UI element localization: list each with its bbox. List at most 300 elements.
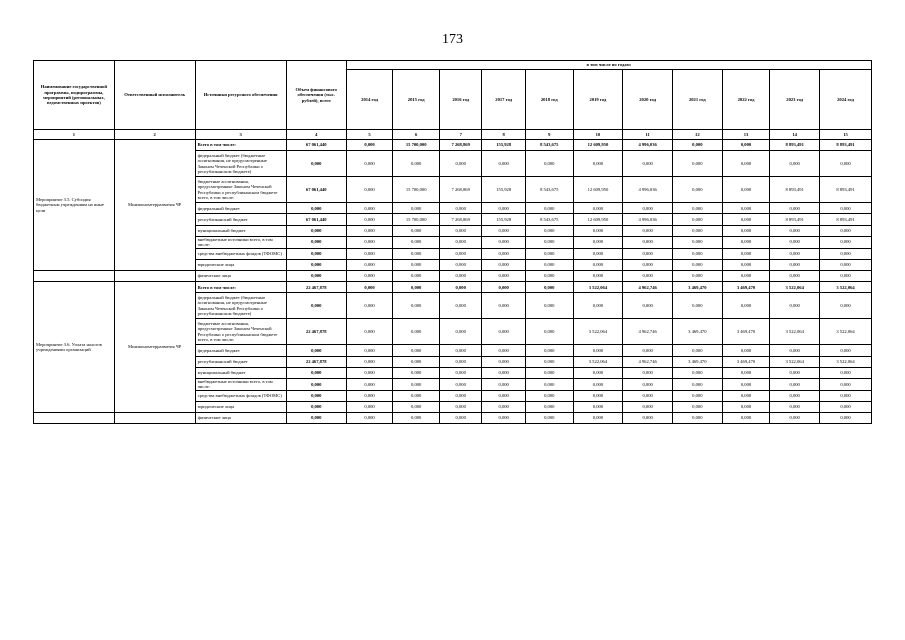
total-value: 0,000	[286, 270, 346, 281]
year-value-2021: 0,000	[672, 345, 722, 356]
year-value-2019: 12 609,950	[573, 177, 623, 203]
year-value-2023: 8 893,491	[770, 177, 820, 203]
year-value-2021: 0,000	[672, 248, 722, 259]
year-header-2021: 2021 год	[672, 70, 722, 130]
year-value-2021: 3 469,470	[672, 282, 722, 293]
total-value: 0,000	[286, 259, 346, 270]
source-label: федеральный бюджет	[195, 203, 286, 214]
year-value-2015: 0,000	[393, 401, 440, 412]
year-value-2018: 0,000	[525, 293, 573, 319]
year-value-2021: 3 469,470	[672, 319, 722, 345]
year-value-2019: 0,000	[573, 293, 623, 319]
column-number-15: 15	[820, 130, 872, 140]
year-value-2024: 8 893,491	[820, 214, 872, 225]
column-number-5: 5	[346, 130, 393, 140]
year-value-2023: 3 522,064	[770, 319, 820, 345]
year-value-2020: 0,000	[623, 151, 673, 177]
year-value-2014: 0,000	[346, 356, 393, 367]
year-value-2022: 3 469,470	[722, 319, 770, 345]
event-name-1: Мероприятие 3.5. Субсидия бюджетным учреждениям на иные цели	[34, 140, 115, 271]
year-value-2018: 0,000	[525, 225, 573, 236]
year-value-2023: 0,000	[770, 270, 820, 281]
year-value-2015: 0,000	[393, 248, 440, 259]
page-number: 173	[442, 32, 463, 47]
executor-1: Минэкономтерразвития ЧР	[114, 140, 195, 271]
year-value-2024: 3 522,064	[820, 319, 872, 345]
year-value-2023: 0,000	[770, 248, 820, 259]
column-numbers-row	[34, 130, 872, 140]
year-value-2022: 0,000	[722, 390, 770, 401]
total-value: 22 467,878	[286, 356, 346, 367]
year-value-2017: 0,000	[482, 248, 526, 259]
total-value: 0,000	[286, 248, 346, 259]
table-row	[34, 413, 872, 424]
year-value-2019: 0,000	[573, 259, 623, 270]
year-value-2016: 0,000	[439, 203, 481, 214]
year-value-2014: 0,000	[346, 177, 393, 203]
year-value-2021: 0,000	[672, 214, 722, 225]
year-value-2020: 0,000	[623, 259, 673, 270]
year-value-2020: 4 962,746	[623, 356, 673, 367]
source-label: республиканский бюджет	[195, 214, 286, 225]
year-value-2023: 0,000	[770, 225, 820, 236]
year-value-2019: 3 522,064	[573, 319, 623, 345]
year-value-2017: 0,000	[482, 413, 526, 424]
year-value-2014: 0,000	[346, 225, 393, 236]
column-number-11: 11	[623, 130, 673, 140]
year-value-2024: 0,000	[820, 203, 872, 214]
year-value-2024: 8 893,491	[820, 140, 872, 151]
year-value-2019: 0,000	[573, 225, 623, 236]
year-value-2021: 0,000	[672, 151, 722, 177]
year-value-2023: 8 893,491	[770, 214, 820, 225]
year-value-2022: 0,000	[722, 270, 770, 281]
year-value-2020: 4 996,036	[623, 140, 673, 151]
year-value-2019: 12 609,950	[573, 140, 623, 151]
year-value-2021: 3 469,470	[672, 356, 722, 367]
year-value-2019: 3 522,064	[573, 282, 623, 293]
source-label: Всего в том числе:	[195, 282, 286, 293]
source-label: муниципальный бюджет	[195, 367, 286, 378]
year-value-2016: 0,000	[439, 225, 481, 236]
header-volume: Объем финансового обеспечения (тыс. рублей), всего	[286, 61, 346, 130]
year-value-2017: 0,000	[482, 259, 526, 270]
source-label: средства внебюджетных фондов (ТФОМС)	[195, 390, 286, 401]
source-label: средства внебюджетных фондов (ТФОМС)	[195, 248, 286, 259]
column-number-4: 4	[286, 130, 346, 140]
column-number-13: 13	[722, 130, 770, 140]
year-value-2024: 0,000	[820, 248, 872, 259]
year-value-2020: 0,000	[623, 413, 673, 424]
table-body	[34, 140, 872, 424]
year-value-2016: 0,000	[439, 319, 481, 345]
year-value-2018: 0,000	[525, 282, 573, 293]
year-value-2016: 0,000	[439, 390, 481, 401]
year-value-2015: 0,000	[393, 151, 440, 177]
empty-cell	[34, 413, 115, 424]
year-value-2017: 0,000	[482, 401, 526, 412]
year-value-2017: 0,000	[482, 319, 526, 345]
year-value-2014: 0,000	[346, 214, 393, 225]
year-value-2016: 0,000	[439, 413, 481, 424]
year-value-2016: 0,000	[439, 248, 481, 259]
year-value-2018: 0,000	[525, 401, 573, 412]
column-number-9: 9	[525, 130, 573, 140]
year-value-2019: 0,000	[573, 248, 623, 259]
year-value-2020: 0,000	[623, 390, 673, 401]
year-value-2019: 0,000	[573, 270, 623, 281]
column-number-6: 6	[393, 130, 440, 140]
total-value: 0,000	[286, 367, 346, 378]
header-program-name: Наименование государственной программы, подпрограммы, мероприятий (региональных, ведомственных проектов)	[34, 61, 115, 130]
year-value-2020: 0,000	[623, 236, 673, 248]
source-label: юридические лица	[195, 401, 286, 412]
year-header-2015: 2015 год	[393, 70, 440, 130]
source-label: федеральный бюджет	[195, 345, 286, 356]
year-value-2018: 0,000	[525, 390, 573, 401]
year-value-2016: 0,000	[439, 378, 481, 390]
year-value-2023: 0,000	[770, 236, 820, 248]
year-value-2024: 3 522,064	[820, 356, 872, 367]
year-value-2023: 0,000	[770, 203, 820, 214]
year-value-2018: 0,000	[525, 367, 573, 378]
year-value-2021: 0,000	[672, 413, 722, 424]
year-value-2024: 0,000	[820, 413, 872, 424]
table-row	[34, 282, 872, 293]
year-value-2024: 0,000	[820, 270, 872, 281]
year-value-2014: 0,000	[346, 378, 393, 390]
empty-cell	[114, 270, 195, 281]
year-value-2014: 0,000	[346, 345, 393, 356]
total-value: 67 061,440	[286, 177, 346, 203]
year-value-2014: 0,000	[346, 390, 393, 401]
year-value-2014: 0,000	[346, 151, 393, 177]
year-value-2014: 0,000	[346, 140, 393, 151]
column-number-1: 1	[34, 130, 115, 140]
year-value-2014: 0,000	[346, 293, 393, 319]
total-value: 0,000	[286, 225, 346, 236]
year-value-2020: 4 996,036	[623, 214, 673, 225]
year-value-2017: 0,000	[482, 203, 526, 214]
year-value-2017: 0,000	[482, 390, 526, 401]
year-value-2020: 0,000	[623, 248, 673, 259]
year-value-2014: 0,000	[346, 270, 393, 281]
year-value-2020: 4 962,746	[623, 319, 673, 345]
year-value-2020: 0,000	[623, 378, 673, 390]
year-value-2015: 0,000	[393, 345, 440, 356]
year-value-2019: 0,000	[573, 413, 623, 424]
year-value-2017: 0,000	[482, 236, 526, 248]
year-value-2020: 0,000	[623, 270, 673, 281]
year-value-2024: 0,000	[820, 345, 872, 356]
year-value-2015: 0,000	[393, 319, 440, 345]
year-value-2021: 0,000	[672, 140, 722, 151]
year-value-2020: 0,000	[623, 203, 673, 214]
year-value-2024: 0,000	[820, 259, 872, 270]
year-header-2022: 2022 год	[722, 70, 770, 130]
source-label: муниципальный бюджет	[195, 225, 286, 236]
year-header-2023: 2023 год	[770, 70, 820, 130]
year-value-2017: 0,000	[482, 378, 526, 390]
year-value-2022: 0,000	[722, 225, 770, 236]
year-value-2014: 0,000	[346, 401, 393, 412]
year-value-2014: 0,000	[346, 319, 393, 345]
total-value: 0,000	[286, 236, 346, 248]
year-value-2014: 0,000	[346, 367, 393, 378]
year-value-2019: 0,000	[573, 401, 623, 412]
year-value-2017: 0,000	[482, 345, 526, 356]
column-number-8: 8	[482, 130, 526, 140]
year-header-2018: 2018 год	[525, 70, 573, 130]
year-value-2018: 0,000	[525, 270, 573, 281]
year-value-2014: 0,000	[346, 236, 393, 248]
year-value-2020: 0,000	[623, 293, 673, 319]
year-value-2017: 0,000	[482, 151, 526, 177]
year-value-2015: 0,000	[393, 390, 440, 401]
year-value-2024: 0,000	[820, 293, 872, 319]
year-value-2019: 0,000	[573, 390, 623, 401]
header-executor: Ответственный исполнитель	[114, 61, 195, 130]
year-value-2024: 0,000	[820, 225, 872, 236]
total-value: 0,000	[286, 293, 346, 319]
year-value-2023: 3 522,064	[770, 356, 820, 367]
table-row	[34, 270, 872, 281]
column-number-2: 2	[114, 130, 195, 140]
year-value-2018: 8 543,675	[525, 177, 573, 203]
total-value: 22 467,878	[286, 282, 346, 293]
total-value: 0,000	[286, 203, 346, 214]
year-value-2017: 0,000	[482, 282, 526, 293]
source-label: юридические лица	[195, 259, 286, 270]
total-value: 22 467,878	[286, 319, 346, 345]
empty-cell	[34, 270, 115, 281]
year-value-2023: 0,000	[770, 293, 820, 319]
year-value-2014: 0,000	[346, 203, 393, 214]
source-label: бюджетные ассигнования, предусмотренные Законом Чеченской Республики о республиканском бюджете всего, в том числе:	[195, 319, 286, 345]
source-label: физические лица	[195, 413, 286, 424]
year-value-2024: 0,000	[820, 390, 872, 401]
year-value-2017: 0,000	[482, 225, 526, 236]
year-header-2016: 2016 год	[439, 70, 481, 130]
year-value-2022: 0,000	[722, 248, 770, 259]
year-value-2019: 0,000	[573, 236, 623, 248]
year-value-2021: 0,000	[672, 270, 722, 281]
header-by-year: в том числе по годам:	[346, 61, 871, 70]
year-value-2015: 0,000	[393, 413, 440, 424]
year-value-2015: 15 700,000	[393, 177, 440, 203]
year-value-2014: 0,000	[346, 282, 393, 293]
year-value-2018: 0,000	[525, 378, 573, 390]
year-value-2019: 3 522,064	[573, 356, 623, 367]
total-value: 67 061,440	[286, 140, 346, 151]
year-value-2017: 155,928	[482, 140, 526, 151]
year-value-2016: 0,000	[439, 345, 481, 356]
year-value-2023: 3 522,064	[770, 282, 820, 293]
year-value-2019: 0,000	[573, 151, 623, 177]
year-value-2022: 3 469,470	[722, 282, 770, 293]
year-value-2022: 0,000	[722, 203, 770, 214]
year-value-2016: 0,000	[439, 282, 481, 293]
year-value-2022: 0,000	[722, 151, 770, 177]
total-value: 0,000	[286, 378, 346, 390]
year-value-2022: 0,000	[722, 140, 770, 151]
year-value-2016: 0,000	[439, 367, 481, 378]
year-value-2018: 8 543,675	[525, 214, 573, 225]
year-value-2023: 0,000	[770, 401, 820, 412]
year-value-2017: 155,928	[482, 214, 526, 225]
column-number-12: 12	[672, 130, 722, 140]
year-value-2024: 8 893,491	[820, 177, 872, 203]
year-value-2016: 0,000	[439, 151, 481, 177]
year-value-2021: 0,000	[672, 401, 722, 412]
year-value-2024: 3 522,064	[820, 282, 872, 293]
year-value-2015: 0,000	[393, 356, 440, 367]
year-value-2018: 0,000	[525, 151, 573, 177]
year-value-2020: 0,000	[623, 345, 673, 356]
year-value-2016: 7 268,869	[439, 177, 481, 203]
year-value-2019: 12 609,950	[573, 214, 623, 225]
year-value-2020: 0,000	[623, 225, 673, 236]
year-value-2015: 0,000	[393, 225, 440, 236]
year-value-2015: 0,000	[393, 270, 440, 281]
year-value-2019: 0,000	[573, 378, 623, 390]
year-value-2015: 0,000	[393, 259, 440, 270]
year-value-2019: 0,000	[573, 345, 623, 356]
year-value-2015: 15 700,000	[393, 140, 440, 151]
year-value-2024: 0,000	[820, 236, 872, 248]
year-value-2024: 0,000	[820, 378, 872, 390]
year-value-2022: 3 469,470	[722, 356, 770, 367]
year-value-2016: 7 268,869	[439, 214, 481, 225]
year-value-2022: 0,000	[722, 367, 770, 378]
year-value-2018: 0,000	[525, 259, 573, 270]
year-value-2014: 0,000	[346, 248, 393, 259]
year-value-2015: 0,000	[393, 236, 440, 248]
source-label: федеральный бюджет (бюджетные ассигнования, не предусмотренные Законом Чеченской Республики о республиканском бюджете)	[195, 151, 286, 177]
year-value-2022: 0,000	[722, 214, 770, 225]
executor-2: Минэкономтерразвития ЧР	[114, 282, 195, 413]
year-value-2018: 0,000	[525, 356, 573, 367]
year-value-2018: 0,000	[525, 345, 573, 356]
year-header-2019: 2019 год	[573, 70, 623, 130]
year-value-2016: 0,000	[439, 401, 481, 412]
year-value-2018: 0,000	[525, 248, 573, 259]
year-value-2015: 0,000	[393, 203, 440, 214]
year-value-2023: 0,000	[770, 345, 820, 356]
year-value-2021: 0,000	[672, 203, 722, 214]
year-value-2023: 0,000	[770, 378, 820, 390]
total-value: 0,000	[286, 345, 346, 356]
year-value-2024: 0,000	[820, 401, 872, 412]
year-value-2015: 0,000	[393, 367, 440, 378]
source-label: бюджетные ассигнования, предусмотренные Законом Чеченской Республики о республиканском бюджете всего, в том числе:	[195, 177, 286, 203]
column-number-14: 14	[770, 130, 820, 140]
year-value-2021: 0,000	[672, 293, 722, 319]
year-value-2021: 0,000	[672, 236, 722, 248]
year-value-2022: 0,000	[722, 177, 770, 203]
source-label: республиканский бюджет	[195, 356, 286, 367]
year-value-2019: 0,000	[573, 203, 623, 214]
table-row	[34, 140, 872, 151]
event-name-2: Мероприятие 3.6. Уплата налогов учреждениями организаций	[34, 282, 115, 413]
year-value-2017: 0,000	[482, 367, 526, 378]
year-value-2016: 0,000	[439, 356, 481, 367]
year-value-2020: 0,000	[623, 367, 673, 378]
year-value-2020: 4 996,036	[623, 177, 673, 203]
year-value-2020: 4 962,746	[623, 282, 673, 293]
year-value-2021: 0,000	[672, 259, 722, 270]
column-number-10: 10	[573, 130, 623, 140]
year-value-2018: 0,000	[525, 319, 573, 345]
year-value-2024: 0,000	[820, 151, 872, 177]
column-number-3: 3	[195, 130, 286, 140]
year-value-2017: 0,000	[482, 356, 526, 367]
year-value-2022: 0,000	[722, 236, 770, 248]
year-value-2018: 0,000	[525, 236, 573, 248]
total-value: 0,000	[286, 401, 346, 412]
year-value-2023: 0,000	[770, 390, 820, 401]
year-value-2019: 0,000	[573, 367, 623, 378]
year-value-2022: 0,000	[722, 259, 770, 270]
year-value-2021: 0,000	[672, 378, 722, 390]
year-value-2021: 0,000	[672, 225, 722, 236]
source-label: физические лица	[195, 270, 286, 281]
year-value-2021: 0,000	[672, 367, 722, 378]
year-value-2021: 0,000	[672, 177, 722, 203]
year-value-2015: 0,000	[393, 282, 440, 293]
year-value-2016: 0,000	[439, 270, 481, 281]
year-value-2023: 0,000	[770, 259, 820, 270]
year-value-2021: 0,000	[672, 390, 722, 401]
year-value-2018: 8 543,675	[525, 140, 573, 151]
source-label: внебюджетные источники всего, в том числе:	[195, 236, 286, 248]
year-value-2017: 0,000	[482, 293, 526, 319]
year-value-2022: 0,000	[722, 413, 770, 424]
source-label: внебюджетные источники всего, в том числе:	[195, 378, 286, 390]
year-value-2015: 15 700,000	[393, 214, 440, 225]
header-sources: Источники ресурсного обеспечения	[195, 61, 286, 130]
year-value-2020: 0,000	[623, 401, 673, 412]
year-value-2014: 0,000	[346, 259, 393, 270]
budget-table	[33, 60, 872, 424]
year-value-2023: 0,000	[770, 151, 820, 177]
year-value-2016: 0,000	[439, 293, 481, 319]
year-value-2016: 7 268,869	[439, 140, 481, 151]
total-value: 0,000	[286, 151, 346, 177]
year-header-2024: 2024 год	[820, 70, 872, 130]
year-value-2022: 0,000	[722, 293, 770, 319]
year-value-2023: 0,000	[770, 367, 820, 378]
year-value-2022: 0,000	[722, 401, 770, 412]
total-value: 67 061,440	[286, 214, 346, 225]
empty-cell	[114, 413, 195, 424]
column-number-7: 7	[439, 130, 481, 140]
total-value: 0,000	[286, 413, 346, 424]
year-header-2017: 2017 год	[482, 70, 526, 130]
total-value: 0,000	[286, 390, 346, 401]
year-value-2022: 0,000	[722, 378, 770, 390]
year-value-2022: 0,000	[722, 345, 770, 356]
year-value-2023: 8 893,491	[770, 140, 820, 151]
year-value-2023: 0,000	[770, 413, 820, 424]
year-value-2018: 0,000	[525, 413, 573, 424]
year-value-2018: 0,000	[525, 203, 573, 214]
year-value-2015: 0,000	[393, 293, 440, 319]
year-value-2014: 0,000	[346, 413, 393, 424]
year-value-2015: 0,000	[393, 378, 440, 390]
year-header-2020: 2020 год	[623, 70, 673, 130]
source-label: федеральный бюджет (бюджетные ассигнования, не предусмотренные Законом Чеченской Республики о республиканском бюджете)	[195, 293, 286, 319]
